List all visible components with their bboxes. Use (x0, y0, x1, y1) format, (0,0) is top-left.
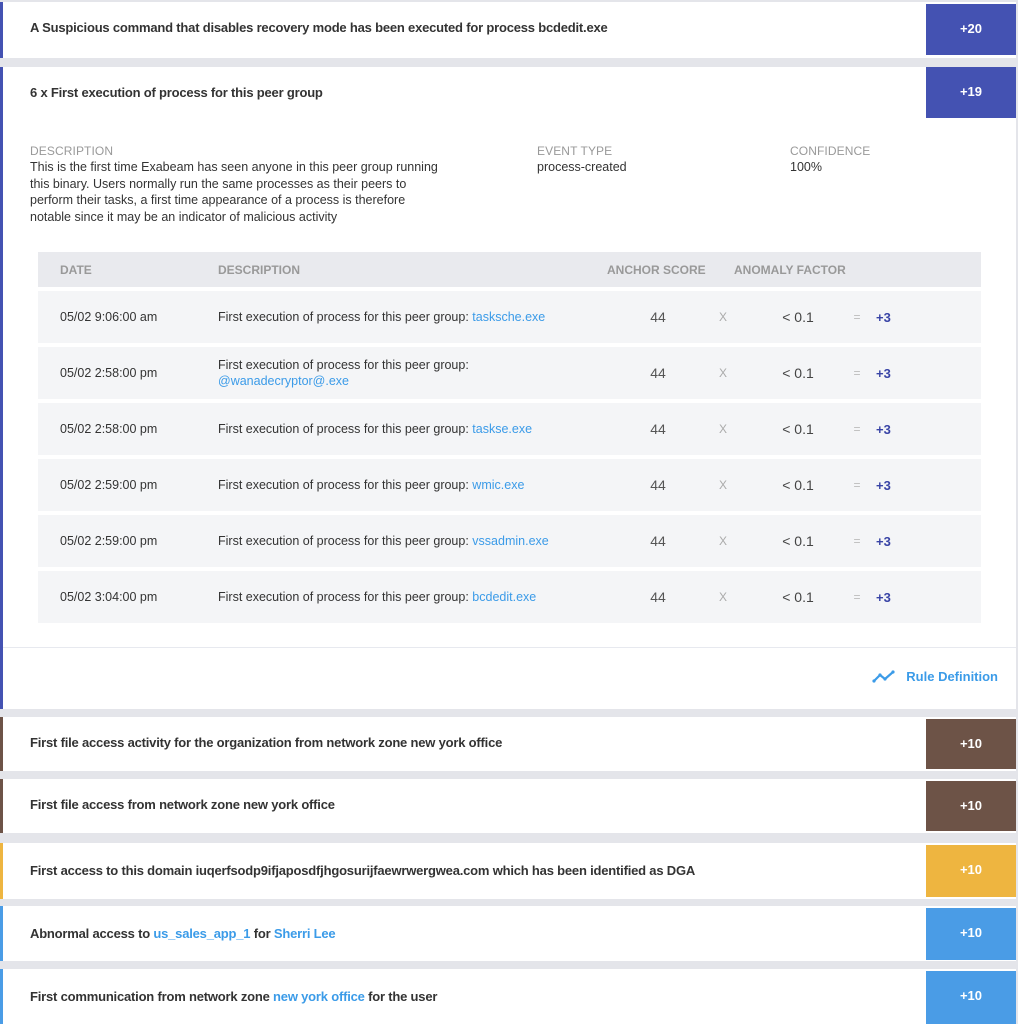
row-anchor-score: 44 (650, 365, 666, 381)
confidence-label: CONFIDENCE (790, 144, 871, 158)
row-result-score: +3 (876, 533, 891, 549)
multiply-sign: X (718, 478, 727, 492)
app-link[interactable]: us_sales_app_1 (153, 926, 251, 941)
row-anchor-score: 44 (650, 421, 666, 437)
events-table (38, 252, 981, 623)
description-section (30, 143, 510, 225)
table-row (38, 515, 981, 567)
event-title: First file access activity for the organization from network zone new york office (30, 735, 503, 750)
event-card-abnormal-access[interactable] (0, 906, 1016, 961)
description-line: This is the first time Exabeam has seen anyone in this peer group running (30, 160, 438, 174)
description-line: this binary. Users normally run the same processes as their peers to (30, 176, 407, 191)
process-link[interactable]: taskse.exe (472, 422, 533, 436)
column-header-date: DATE (60, 263, 92, 277)
score-badge: +10 (926, 845, 1016, 897)
card-header[interactable] (3, 717, 1016, 769)
card-header[interactable] (3, 969, 1016, 1021)
row-result-score: +3 (876, 309, 891, 325)
row-anchor-score: 44 (650, 477, 666, 493)
score-badge: +10 (926, 908, 1016, 960)
score-badge: +10 (926, 781, 1016, 831)
row-date: 05/02 3:04:00 pm (60, 590, 158, 604)
row-date: 05/02 9:06:00 am (60, 310, 158, 324)
confidence-section (790, 143, 990, 176)
event-card-file-access-zone[interactable] (0, 779, 1016, 833)
row-description: First execution of process for this peer group: taskse.exe (218, 422, 533, 436)
row-date: 05/02 2:58:00 pm (60, 422, 158, 436)
column-header-anchor-score: ANCHOR SCORE (607, 263, 706, 277)
row-anomaly-factor: < 0.1 (782, 309, 814, 325)
equals-sign: = (853, 366, 861, 380)
row-result-score: +3 (876, 421, 891, 437)
event-card-suspicious-command[interactable] (0, 2, 1016, 58)
process-link[interactable]: bcdedit.exe (472, 590, 537, 604)
table-row (38, 291, 981, 343)
row-anomaly-factor: < 0.1 (782, 477, 814, 493)
event-title: A Suspicious command that disables recovery mode has been executed for process bcdedit.exe (30, 20, 608, 35)
card-header[interactable] (3, 779, 1016, 831)
row-description: First execution of process for this peer group: bcdedit.exe (218, 590, 537, 604)
process-link[interactable]: vssadmin.exe (472, 534, 549, 548)
multiply-sign: X (718, 310, 727, 324)
multiply-sign: X (718, 422, 727, 436)
row-description: First execution of process for this peer group: vssadmin.exe (218, 534, 549, 548)
table-row (38, 347, 981, 399)
row-result-score: +3 (876, 477, 891, 493)
equals-sign: = (853, 310, 861, 324)
row-anomaly-factor: < 0.1 (782, 421, 814, 437)
process-link[interactable]: wmic.exe (472, 478, 525, 492)
rule-definition-link[interactable] (872, 665, 998, 687)
event-title: First file access from network zone new york office (30, 797, 335, 812)
row-result-score: +3 (876, 589, 891, 605)
column-header-description: DESCRIPTION (218, 263, 301, 277)
equals-sign: = (853, 478, 861, 492)
table-row (38, 403, 981, 455)
table-row (38, 459, 981, 511)
event-card-first-communication[interactable] (0, 969, 1016, 1024)
event-card-file-access-org[interactable] (0, 717, 1016, 771)
section-divider (3, 647, 1016, 648)
event-type-label: EVENT TYPE (537, 144, 613, 158)
row-anomaly-factor: < 0.1 (782, 589, 814, 605)
multiply-sign: X (718, 534, 727, 548)
card-header[interactable] (3, 2, 1016, 54)
event-card-first-execution (0, 67, 1016, 709)
score-badge: +10 (926, 971, 1016, 1024)
rule-definition-label: Rule Definition (906, 668, 998, 684)
equals-sign: = (853, 590, 861, 604)
row-anchor-score: 44 (650, 309, 666, 325)
row-description: First execution of process for this peer group: tasksche.exe (218, 310, 546, 324)
multiply-sign: X (718, 590, 727, 604)
event-details (30, 143, 990, 233)
event-title: First communication from network zone new york office for the user (30, 989, 438, 1004)
event-type-value: process-created (537, 160, 627, 174)
row-description: First execution of process for this peer group: wmic.exe (218, 478, 525, 492)
row-anchor-score: 44 (650, 533, 666, 549)
description-line: perform their tasks, a first time appearance of a process is therefore (30, 193, 406, 207)
multiply-sign: X (718, 366, 727, 380)
score-badge: +19 (926, 67, 1016, 118)
row-anomaly-factor: < 0.1 (782, 533, 814, 549)
confidence-value: 100% (790, 160, 822, 174)
event-title: Abnormal access to us_sales_app_1 for Sherri Lee (30, 926, 336, 941)
user-link[interactable]: Sherri Lee (273, 926, 336, 941)
score-badge: +10 (926, 719, 1016, 769)
card-header[interactable] (3, 843, 1016, 895)
event-type-section (537, 143, 737, 176)
event-card-dga-domain[interactable] (0, 843, 1016, 899)
card-header[interactable] (3, 906, 1016, 958)
table-row (38, 571, 981, 623)
row-description: First execution of process for this peer group: @wanadecryptor@.exe (218, 358, 469, 388)
process-link[interactable]: @wanadecryptor@.exe (218, 374, 349, 388)
row-anchor-score: 44 (650, 589, 666, 605)
description-line: notable since it may be an indicator of malicious activity (30, 209, 338, 224)
event-title: 6 x First execution of process for this peer group (30, 85, 323, 100)
row-date: 05/02 2:58:00 pm (60, 366, 158, 380)
process-link[interactable]: tasksche.exe (472, 310, 546, 324)
description-label: DESCRIPTION (30, 144, 114, 158)
row-anomaly-factor: < 0.1 (782, 365, 814, 381)
event-title: First access to this domain iuqerfsodp9ifjaposdfjhgosurijfaewrwergwea.com which has been identified as DGA (30, 863, 696, 878)
row-date: 05/02 2:59:00 pm (60, 534, 158, 548)
table-header (38, 252, 981, 287)
score-badge: +20 (926, 4, 1016, 55)
column-header-anomaly-factor: ANOMALY FACTOR (734, 263, 846, 277)
trend-line-icon (872, 669, 896, 683)
row-result-score: +3 (876, 365, 891, 381)
equals-sign: = (853, 534, 861, 548)
card-header[interactable] (3, 67, 1016, 119)
row-date: 05/02 2:59:00 pm (60, 478, 158, 492)
equals-sign: = (853, 422, 861, 436)
network-zone-link[interactable]: new york office (273, 989, 365, 1004)
